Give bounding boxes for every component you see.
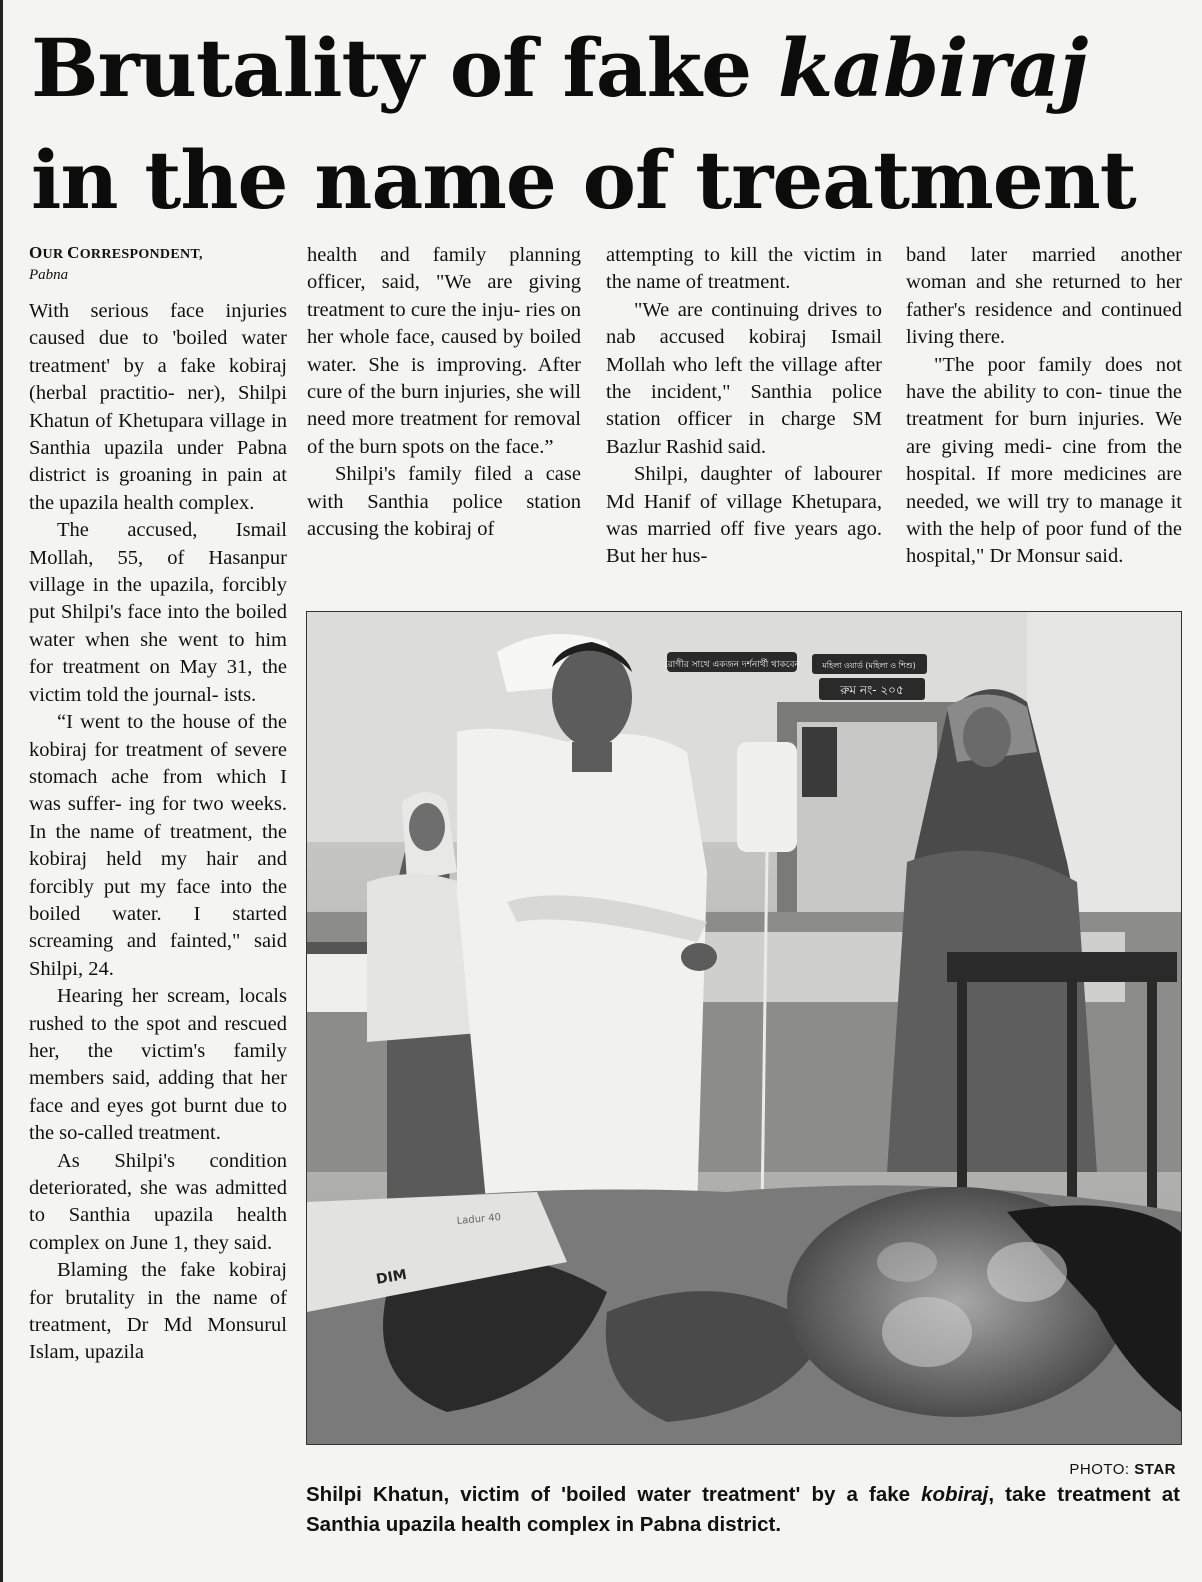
nurse-uniform [457,729,707,1212]
article-column-2 [307,242,581,543]
photo-caption [306,1480,1180,1540]
article-column-4 [906,242,1182,571]
byline-initial: O [29,243,43,262]
ward-sign-room-text: রুম নং- ২০৫ [840,683,904,697]
article-column-1 [29,242,287,1367]
paragraph: Blaming the fake kobiraj for brutality in the name of treatment, Dr Md Monsurul Islam, upazila [29,1259,287,1364]
paragraph: attempting to kill the victim in the name of treatment. [606,244,882,294]
saline-bag [737,742,797,852]
package-label: DIM [374,1266,408,1288]
byline-author [29,242,287,266]
paragraph: Hearing her scream, locals rushed to the spot and rescued her, the victim's family members said, adding that her face and eyes got burnt due to the so-called treatment. [29,985,287,1145]
ward-sign-left-text: রোগীর সাথে একজন দর্শনার্থী থাকবেন [664,660,800,670]
paragraph: band later married another woman and she returned to her father's residence and continued living there. [906,244,1182,349]
byline-smallcaps-1: UR [42,247,68,262]
caption-text-2: , take treatment at Santhia upazila health complex in Pabna district. [306,1483,1181,1536]
byline [29,242,287,284]
nurse-face [552,647,632,747]
caption-italic-word: kobiraj [921,1483,989,1506]
paragraph: Shilpi's family filed a case with Santhia police station accusing the kobiraj of [307,463,581,541]
article-headline [31,12,1191,236]
news-photo [306,611,1182,1445]
photo-credit [1069,1461,1176,1478]
paragraph: “I went to the house of the kobiraj for treatment of severe stomach ache from which I was suffer- ing for two weeks. In the name of treatment, the kobiraj held my hair and forcibly put my face into the boiled water. I started screaming and fainted," said Shilpi, 24. [29,711,287,980]
ward-sign-right-top-text: মহিলা ওয়ার্ড (মহিলা ও শিশু) [822,661,916,670]
paragraph: The accused, Ismail Mollah, 55, of Hasanpur village in the upazila, forcibly put Shilpi's face into the boiled water when she went to him for treatment on May 31, the victim told the journal- ists. [29,519,287,706]
article-column-3 [606,242,882,571]
paragraph: "We are continuing drives to nab accused kobiraj Ismail Mollah who left the village after the incident," Santhia police station officer in charge SM Bazlur Rashid said. [606,298,882,458]
paragraph: "The poor family does not have the ability to con- tinue the treatment for burn injuries. We are giving medi- cine from the hospital. If more medicines are needed, we will try to manage it with the help of poor fund of the hospital," Dr Monsur said. [906,353,1182,568]
caption-text-1: Shilpi Khatun, victim of 'boiled water treatment' by a fake [306,1483,922,1506]
dateline: Pabna [29,267,69,283]
byline-smallcaps-2: ORRESPONDENT, [79,247,203,262]
bed-frame [947,952,1177,982]
package-label-2: Ladur 40 [456,1212,502,1227]
headline-text-1: Brutality of fake [31,21,778,115]
paragraph: As Shilpi's condition deteriorated, she was admitted to Santhia upazila health complex on June 1, they said. [29,1149,287,1254]
headline-text-2: in the name of treatment [31,133,1136,227]
photo-credit-source: STAR [1134,1461,1176,1478]
paragraph: health and family planning officer, said, "We are giving treatment to cure the inju- ries on her whole face, caused by boiled water. She is improving. After cure of the burn injuries, she will need more treatment for removal of the burn spots on the face.” [307,244,581,458]
byline-initial-2: C [67,243,80,262]
photo-credit-label: PHOTO: [1069,1461,1135,1478]
paragraph: With serious face injuries caused due to 'boiled water treatment' by a fake kobiraj (herbal practitio- ner), Shilpi Khatun of Khetupara village in Santhia upazila under Pabna district is groaning in pain at the upazila health complex. [29,300,287,514]
headline-italic-word: kabiraj [777,21,1088,115]
paragraph: Shilpi, daughter of labourer Md Hanif of village Khetupara, was married off five years ago. But her hus- [606,463,882,568]
